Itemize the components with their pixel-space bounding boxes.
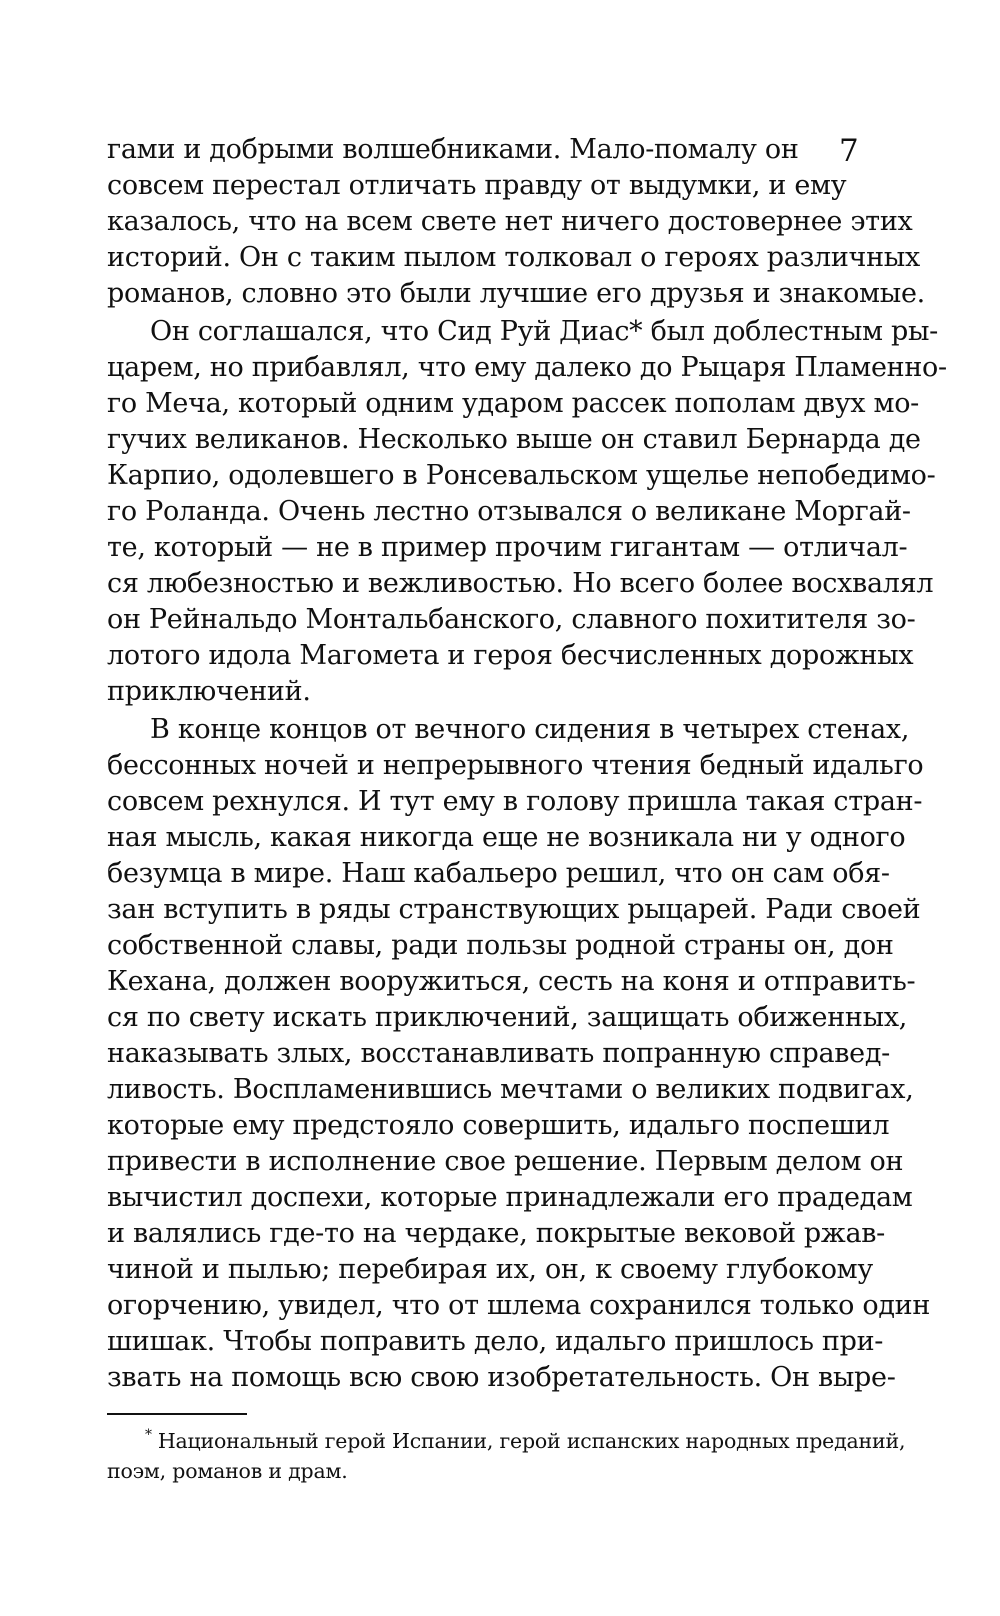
text-line: которые ему предстояло совершить, идальго поспешил [107,1110,890,1141]
text-line: совсем рехнулся. И тут ему в голову пришла такая стран- [107,786,923,817]
text-line: Карпио, одолевшего в Ронсевальском ущелье непобедимо- [107,460,936,491]
footnote-divider [107,1413,247,1415]
text-line: огорчению, увидел, что от шлема сохранился только один [107,1290,931,1321]
text-line: зан вступить в ряды странствующих рыцарей. Ради своей [107,894,921,925]
text-line: вычистил доспехи, которые принадлежали его прадедам [107,1182,913,1213]
text-line: гучих великанов. Несколько выше он ставил Бернарда де [107,424,921,455]
text-line: историй. Он с таким пылом толковал о героях различных [107,242,920,273]
page-number: 7 [839,133,859,169]
body-text [107,132,947,1396]
text-line: В конце концов от вечного сидения в четырех стенах, [150,714,910,745]
text-line: чиной и пылью; перебирая их, он, к своему глубокому [107,1254,873,1285]
text-line: царем, но прибавлял, что ему далеко до Рыцаря Пламенно- [107,352,947,383]
text-line: те, который — не в пример прочим гигантам — отличал- [107,532,908,563]
text-line: собственной славы, ради пользы родной страны он, дон [107,930,894,961]
text-line: звать на помощь всю свою изобретательность. Он выре- [107,1362,896,1393]
footnote-marker: * [145,1427,152,1443]
text-line: го Меча, который одним ударом рассек пополам двух мо- [107,388,919,419]
text-line: ная мысль, какая никогда еще не возникала ни у одного [107,822,906,853]
footnote-line: поэм, романов и драм. [107,1459,348,1483]
text-line: приключений. [107,676,311,707]
text-line: ся по свету искать приключений, защищать обиженных, [107,1002,908,1033]
text-line: ся любезностью и вежливостью. Но всего более восхвалял [107,568,934,599]
footnote-line [107,1426,906,1456]
text-line: наказывать злых, восстанавливать попранную справед- [107,1038,890,1069]
text-line: и валялись где-то на чердаке, покрытые вековой ржав- [107,1218,885,1249]
text-line: го Роланда. Очень лестно отзывался о великане Моргай- [107,496,911,527]
text-line: он Рейнальдо Монтальбанского, славного похитителя зо- [107,604,916,635]
text-line: безумца в мире. Наш кабальеро решил, что он сам обя- [107,858,890,889]
footnote-text: Национальный герой Испании, герой испанских народных преданий, [157,1429,906,1453]
text-line: казалось, что на всем свете нет ничего достовернее этих [107,206,913,237]
text-line: привести в исполнение свое решение. Первым делом он [107,1146,904,1177]
text-line: бессонных ночей и непрерывного чтения бедный идальго [107,750,924,781]
text-line: лотого идола Магомета и героя бесчисленных дорожных [107,640,914,671]
text-line: Он соглашался, что Сид Руй Диас* был доблестным ры- [150,316,938,347]
footnote [107,1426,906,1486]
text-line: шишак. Чтобы поправить дело, идальго пришлось при- [107,1326,884,1357]
text-line: Кехана, должен вооружиться, сесть на коня и отправить- [107,966,916,997]
text-line: романов, словно это были лучшие его друзья и знакомые. [107,278,925,309]
text-line: ливость. Воспламенившись мечтами о великих подвигах, [107,1074,914,1105]
text-line: гами и добрыми волшебниками. Мало-помалу он [107,134,799,165]
text-line: совсем перестал отличать правду от выдумки, и ему [107,170,847,201]
